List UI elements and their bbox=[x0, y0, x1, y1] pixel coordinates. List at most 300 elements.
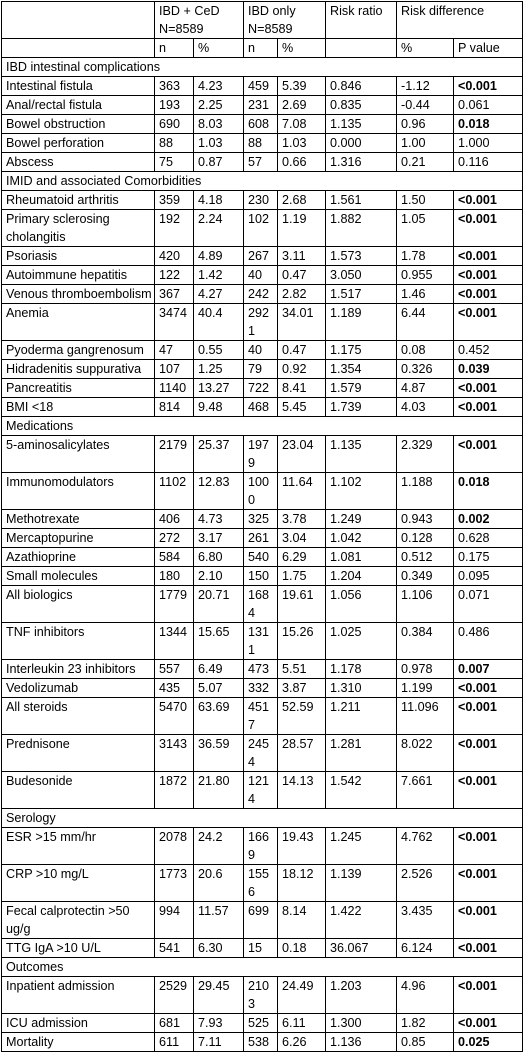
row-label: Pancreatitis bbox=[2, 379, 155, 398]
cell-ibd-n: 57 bbox=[244, 153, 278, 172]
header-row-group-labels bbox=[2, 2, 523, 39]
row-label: Rheumatoid arthritis bbox=[2, 191, 155, 210]
cell-ced-pct: 4.73 bbox=[194, 510, 244, 529]
header-risk-ratio: Risk ratio bbox=[326, 2, 397, 39]
cell-risk-diff: 1.46 bbox=[397, 285, 454, 304]
cell-ced-n: 1773 bbox=[155, 865, 194, 902]
cell-p-value: 0.628 bbox=[454, 529, 523, 548]
cell-ced-pct: 8.03 bbox=[194, 115, 244, 134]
table-row bbox=[2, 436, 523, 473]
cell-risk-diff: 0.85 bbox=[397, 1033, 454, 1052]
cell-p-value: 0.018 bbox=[454, 115, 523, 134]
cell-risk-diff: 1.106 bbox=[397, 586, 454, 623]
row-label: Pyoderma gangrenosum bbox=[2, 341, 155, 360]
cell-p-value: <0.001 bbox=[454, 698, 523, 735]
cell-ibd-pct: 1.19 bbox=[278, 210, 326, 247]
table-row bbox=[2, 191, 523, 210]
cell-ibd-n: 473 bbox=[244, 660, 278, 679]
cell-ibd-n: 325 bbox=[244, 510, 278, 529]
cell-ibd-pct: 19.43 bbox=[278, 828, 326, 865]
cell-ced-n: 367 bbox=[155, 285, 194, 304]
cell-ibd-n: 608 bbox=[244, 115, 278, 134]
cell-ced-n: 1140 bbox=[155, 379, 194, 398]
cell-ced-pct: 6.80 bbox=[194, 548, 244, 567]
cell-risk-ratio: 1.056 bbox=[326, 586, 397, 623]
cell-ibd-pct: 24.49 bbox=[278, 977, 326, 1014]
table-body bbox=[2, 2, 523, 1052]
cell-ibd-pct: 1.75 bbox=[278, 567, 326, 586]
cell-ced-n: 814 bbox=[155, 398, 194, 417]
cell-ibd-pct: 0.47 bbox=[278, 341, 326, 360]
table-row bbox=[2, 977, 523, 1014]
cell-ibd-n: 332 bbox=[244, 679, 278, 698]
cell-p-value: <0.001 bbox=[454, 210, 523, 247]
cell-risk-diff: 0.978 bbox=[397, 660, 454, 679]
cell-risk-ratio: 1.542 bbox=[326, 772, 397, 809]
cell-ced-pct: 20.6 bbox=[194, 865, 244, 902]
header-unit-cell: % bbox=[397, 39, 454, 58]
row-label: TNF inhibitors bbox=[2, 623, 155, 660]
cell-ced-pct: 24.2 bbox=[194, 828, 244, 865]
cell-ibd-pct: 5.51 bbox=[278, 660, 326, 679]
cell-risk-diff: 0.943 bbox=[397, 510, 454, 529]
table-row bbox=[2, 660, 523, 679]
cell-ced-n: 122 bbox=[155, 266, 194, 285]
cell-ibd-pct: 23.04 bbox=[278, 436, 326, 473]
cell-p-value: 0.452 bbox=[454, 341, 523, 360]
cell-p-value: 0.025 bbox=[454, 1033, 523, 1052]
cell-ibd-n: 231 bbox=[244, 96, 278, 115]
cell-risk-diff: 0.96 bbox=[397, 115, 454, 134]
cell-ced-pct: 12.83 bbox=[194, 473, 244, 510]
cell-ced-n: 1344 bbox=[155, 623, 194, 660]
cell-ced-n: 47 bbox=[155, 341, 194, 360]
cell-risk-ratio: 1.135 bbox=[326, 436, 397, 473]
cell-ced-pct: 11.57 bbox=[194, 902, 244, 939]
cell-risk-diff: 11.096 bbox=[397, 698, 454, 735]
cell-ibd-pct: 6.29 bbox=[278, 548, 326, 567]
cell-risk-diff: 1.82 bbox=[397, 1014, 454, 1033]
table-row bbox=[2, 304, 523, 341]
table-row bbox=[2, 134, 523, 153]
section-title: IBD intestinal complications bbox=[2, 58, 523, 77]
section-header-row bbox=[2, 172, 523, 191]
cell-ced-pct: 4.27 bbox=[194, 285, 244, 304]
cell-risk-ratio: 1.211 bbox=[326, 698, 397, 735]
cell-risk-diff: 1.50 bbox=[397, 191, 454, 210]
cell-ced-pct: 7.93 bbox=[194, 1014, 244, 1033]
cell-ced-n: 681 bbox=[155, 1014, 194, 1033]
cell-ibd-n: 242 bbox=[244, 285, 278, 304]
cell-risk-diff: 2.329 bbox=[397, 436, 454, 473]
section-header-row bbox=[2, 809, 523, 828]
cell-risk-diff: 4.87 bbox=[397, 379, 454, 398]
header-unit-cell: n bbox=[244, 39, 278, 58]
table-row bbox=[2, 679, 523, 698]
cell-ibd-n: 699 bbox=[244, 902, 278, 939]
cell-p-value: <0.001 bbox=[454, 266, 523, 285]
cell-ibd-pct: 8.41 bbox=[278, 379, 326, 398]
cell-ced-n: 994 bbox=[155, 902, 194, 939]
cell-ced-n: 75 bbox=[155, 153, 194, 172]
cell-ibd-n: 2103 bbox=[244, 977, 278, 1014]
cell-ibd-pct: 3.78 bbox=[278, 510, 326, 529]
cell-ibd-n: 79 bbox=[244, 360, 278, 379]
cell-ced-n: 1102 bbox=[155, 473, 194, 510]
cell-ced-pct: 13.27 bbox=[194, 379, 244, 398]
cell-ced-pct: 1.25 bbox=[194, 360, 244, 379]
cell-risk-ratio: 36.067 bbox=[326, 939, 397, 958]
row-label: Venous thromboembolism bbox=[2, 285, 155, 304]
cell-p-value: 0.175 bbox=[454, 548, 523, 567]
cell-ibd-pct: 0.92 bbox=[278, 360, 326, 379]
cell-risk-diff: 0.349 bbox=[397, 567, 454, 586]
section-title: Serology bbox=[2, 809, 523, 828]
cell-risk-ratio: 1.579 bbox=[326, 379, 397, 398]
cell-ibd-n: 722 bbox=[244, 379, 278, 398]
row-label: Vedolizumab bbox=[2, 679, 155, 698]
cell-ced-pct: 20.71 bbox=[194, 586, 244, 623]
table-row bbox=[2, 473, 523, 510]
table-row bbox=[2, 77, 523, 96]
table-row bbox=[2, 586, 523, 623]
row-label: Inpatient admission bbox=[2, 977, 155, 1014]
cell-risk-ratio: 0.835 bbox=[326, 96, 397, 115]
cell-ced-pct: 2.25 bbox=[194, 96, 244, 115]
cell-ced-pct: 7.11 bbox=[194, 1033, 244, 1052]
cell-ibd-n: 88 bbox=[244, 134, 278, 153]
cell-ced-n: 557 bbox=[155, 660, 194, 679]
cell-ced-pct: 21.80 bbox=[194, 772, 244, 809]
cell-ibd-n: 1311 bbox=[244, 623, 278, 660]
cell-ced-pct: 25.37 bbox=[194, 436, 244, 473]
cell-p-value: <0.001 bbox=[454, 304, 523, 341]
cell-ibd-pct: 3.87 bbox=[278, 679, 326, 698]
table-row bbox=[2, 548, 523, 567]
cell-risk-ratio: 1.573 bbox=[326, 247, 397, 266]
cell-ibd-n: 40 bbox=[244, 341, 278, 360]
row-label: Anemia bbox=[2, 304, 155, 341]
cell-ibd-n: 468 bbox=[244, 398, 278, 417]
row-label: Fecal calprotectin >50 ug/g bbox=[2, 902, 155, 939]
cell-ibd-pct: 28.57 bbox=[278, 735, 326, 772]
cell-ced-n: 1872 bbox=[155, 772, 194, 809]
table-row bbox=[2, 828, 523, 865]
cell-ibd-pct: 52.59 bbox=[278, 698, 326, 735]
cell-p-value: <0.001 bbox=[454, 865, 523, 902]
cell-risk-diff: 0.08 bbox=[397, 341, 454, 360]
cell-risk-ratio: 1.203 bbox=[326, 977, 397, 1014]
cell-ibd-pct: 6.11 bbox=[278, 1014, 326, 1033]
cell-ced-pct: 5.07 bbox=[194, 679, 244, 698]
cell-ced-pct: 15.65 bbox=[194, 623, 244, 660]
header-ibd-only: IBD only N=8589 bbox=[244, 2, 326, 39]
cell-risk-ratio: 1.517 bbox=[326, 285, 397, 304]
header-risk-difference: Risk difference bbox=[397, 2, 523, 39]
cell-p-value: <0.001 bbox=[454, 939, 523, 958]
cell-risk-ratio: 0.846 bbox=[326, 77, 397, 96]
row-label: Abscess bbox=[2, 153, 155, 172]
cell-ced-n: 192 bbox=[155, 210, 194, 247]
cell-ibd-pct: 15.26 bbox=[278, 623, 326, 660]
cell-ibd-n: 540 bbox=[244, 548, 278, 567]
cell-ced-n: 435 bbox=[155, 679, 194, 698]
cell-p-value: 1.000 bbox=[454, 134, 523, 153]
cell-risk-diff: 0.21 bbox=[397, 153, 454, 172]
row-label: Methotrexate bbox=[2, 510, 155, 529]
cell-risk-diff: 1.78 bbox=[397, 247, 454, 266]
section-header-row bbox=[2, 58, 523, 77]
cell-ced-n: 180 bbox=[155, 567, 194, 586]
cell-ced-n: 2179 bbox=[155, 436, 194, 473]
row-label: BMI <18 bbox=[2, 398, 155, 417]
cell-ibd-pct: 0.66 bbox=[278, 153, 326, 172]
row-label: Autoimmune hepatitis bbox=[2, 266, 155, 285]
cell-risk-ratio: 1.882 bbox=[326, 210, 397, 247]
table-row bbox=[2, 285, 523, 304]
cell-ced-pct: 9.48 bbox=[194, 398, 244, 417]
cell-p-value: <0.001 bbox=[454, 977, 523, 1014]
cell-ced-n: 541 bbox=[155, 939, 194, 958]
cell-risk-diff: 6.124 bbox=[397, 939, 454, 958]
cell-ibd-n: 1000 bbox=[244, 473, 278, 510]
row-label: 5-aminosalicylates bbox=[2, 436, 155, 473]
table-row bbox=[2, 902, 523, 939]
cell-ibd-n: 1556 bbox=[244, 865, 278, 902]
row-label: Azathioprine bbox=[2, 548, 155, 567]
cell-ibd-n: 267 bbox=[244, 247, 278, 266]
cell-risk-ratio: 1.139 bbox=[326, 865, 397, 902]
cell-ced-n: 690 bbox=[155, 115, 194, 134]
cell-risk-ratio: 1.249 bbox=[326, 510, 397, 529]
cell-risk-ratio: 1.135 bbox=[326, 115, 397, 134]
cell-risk-ratio: 1.136 bbox=[326, 1033, 397, 1052]
cell-risk-diff: 1.00 bbox=[397, 134, 454, 153]
cell-ced-pct: 2.24 bbox=[194, 210, 244, 247]
cell-ibd-pct: 2.82 bbox=[278, 285, 326, 304]
cell-ibd-pct: 2.69 bbox=[278, 96, 326, 115]
cell-ced-n: 359 bbox=[155, 191, 194, 210]
cell-ced-pct: 40.4 bbox=[194, 304, 244, 341]
cell-ced-pct: 2.10 bbox=[194, 567, 244, 586]
row-label: All steroids bbox=[2, 698, 155, 735]
row-label: Bowel perforation bbox=[2, 134, 155, 153]
header-unit-cell: % bbox=[278, 39, 326, 58]
cell-risk-ratio: 1.245 bbox=[326, 828, 397, 865]
row-label: Psoriasis bbox=[2, 247, 155, 266]
table-row bbox=[2, 398, 523, 417]
cell-ced-pct: 29.45 bbox=[194, 977, 244, 1014]
section-header-row bbox=[2, 958, 523, 977]
table-row bbox=[2, 247, 523, 266]
cell-p-value: <0.001 bbox=[454, 398, 523, 417]
table-row bbox=[2, 379, 523, 398]
cell-p-value: 0.116 bbox=[454, 153, 523, 172]
cell-risk-diff: 4.03 bbox=[397, 398, 454, 417]
cell-ced-n: 2529 bbox=[155, 977, 194, 1014]
row-label: All biologics bbox=[2, 586, 155, 623]
cell-risk-ratio: 1.300 bbox=[326, 1014, 397, 1033]
table-row bbox=[2, 210, 523, 247]
cell-risk-diff: 4.96 bbox=[397, 977, 454, 1014]
cell-risk-diff: 0.955 bbox=[397, 266, 454, 285]
section-header-row bbox=[2, 417, 523, 436]
table-row bbox=[2, 96, 523, 115]
cell-risk-diff: 4.762 bbox=[397, 828, 454, 865]
cell-p-value: <0.001 bbox=[454, 379, 523, 398]
table-row bbox=[2, 735, 523, 772]
cell-risk-ratio: 1.354 bbox=[326, 360, 397, 379]
cell-ced-pct: 1.03 bbox=[194, 134, 244, 153]
header-blank-cell bbox=[2, 2, 155, 39]
row-label: Mortality bbox=[2, 1033, 155, 1052]
table-row bbox=[2, 567, 523, 586]
cell-ibd-n: 1979 bbox=[244, 436, 278, 473]
cell-p-value: 0.061 bbox=[454, 96, 523, 115]
cell-ced-pct: 63.69 bbox=[194, 698, 244, 735]
cell-risk-diff: 0.326 bbox=[397, 360, 454, 379]
cell-risk-ratio: 1.281 bbox=[326, 735, 397, 772]
table-row bbox=[2, 510, 523, 529]
cell-p-value: <0.001 bbox=[454, 436, 523, 473]
cell-p-value: <0.001 bbox=[454, 679, 523, 698]
header-unit-cell: P value bbox=[454, 39, 523, 58]
cell-risk-diff: 6.44 bbox=[397, 304, 454, 341]
cell-ibd-n: 1669 bbox=[244, 828, 278, 865]
cell-risk-diff: -1.12 bbox=[397, 77, 454, 96]
cell-ibd-n: 2454 bbox=[244, 735, 278, 772]
cell-ced-n: 363 bbox=[155, 77, 194, 96]
cell-ibd-pct: 0.18 bbox=[278, 939, 326, 958]
cell-risk-ratio: 1.310 bbox=[326, 679, 397, 698]
cell-risk-diff: 1.199 bbox=[397, 679, 454, 698]
cell-risk-diff: 3.435 bbox=[397, 902, 454, 939]
cell-ibd-pct: 2.68 bbox=[278, 191, 326, 210]
cell-ced-n: 5470 bbox=[155, 698, 194, 735]
header-unit-cell: n bbox=[155, 39, 194, 58]
cell-ibd-pct: 5.45 bbox=[278, 398, 326, 417]
cell-risk-diff: 1.05 bbox=[397, 210, 454, 247]
cell-ced-n: 406 bbox=[155, 510, 194, 529]
cell-ibd-n: 1684 bbox=[244, 586, 278, 623]
table-row bbox=[2, 772, 523, 809]
cell-ced-n: 584 bbox=[155, 548, 194, 567]
cell-p-value: 0.018 bbox=[454, 473, 523, 510]
cell-ibd-n: 150 bbox=[244, 567, 278, 586]
table-row bbox=[2, 341, 523, 360]
cell-ibd-pct: 3.04 bbox=[278, 529, 326, 548]
cell-ibd-n: 538 bbox=[244, 1033, 278, 1052]
cell-risk-ratio: 0.000 bbox=[326, 134, 397, 153]
cell-ced-pct: 1.42 bbox=[194, 266, 244, 285]
cell-ibd-pct: 5.39 bbox=[278, 77, 326, 96]
cell-ced-n: 3143 bbox=[155, 735, 194, 772]
table-row bbox=[2, 865, 523, 902]
cell-p-value: 0.007 bbox=[454, 660, 523, 679]
cell-p-value: <0.001 bbox=[454, 735, 523, 772]
row-label: Mercaptopurine bbox=[2, 529, 155, 548]
cell-p-value: <0.001 bbox=[454, 191, 523, 210]
cell-p-value: 0.071 bbox=[454, 586, 523, 623]
cell-ibd-pct: 1.03 bbox=[278, 134, 326, 153]
cell-ibd-n: 15 bbox=[244, 939, 278, 958]
cell-ibd-n: 459 bbox=[244, 77, 278, 96]
cell-p-value: <0.001 bbox=[454, 772, 523, 809]
row-label: ESR >15 mm/hr bbox=[2, 828, 155, 865]
row-label: Prednisone bbox=[2, 735, 155, 772]
row-label: Primary sclerosing cholangitis bbox=[2, 210, 155, 247]
cell-risk-diff: 7.661 bbox=[397, 772, 454, 809]
cell-ibd-pct: 14.13 bbox=[278, 772, 326, 809]
cell-ced-n: 272 bbox=[155, 529, 194, 548]
table-row bbox=[2, 939, 523, 958]
cell-risk-diff: 0.384 bbox=[397, 623, 454, 660]
cell-ibd-n: 261 bbox=[244, 529, 278, 548]
cell-ibd-pct: 0.47 bbox=[278, 266, 326, 285]
cell-risk-ratio: 1.175 bbox=[326, 341, 397, 360]
cell-risk-ratio: 1.178 bbox=[326, 660, 397, 679]
cell-ibd-pct: 6.26 bbox=[278, 1033, 326, 1052]
cell-p-value: 0.486 bbox=[454, 623, 523, 660]
cell-p-value: <0.001 bbox=[454, 247, 523, 266]
cell-ced-pct: 0.87 bbox=[194, 153, 244, 172]
header-ibd-ced: IBD + CeD N=8589 bbox=[155, 2, 244, 39]
section-title: IMID and associated Comorbidities bbox=[2, 172, 523, 191]
cell-risk-ratio: 1.025 bbox=[326, 623, 397, 660]
cell-ced-n: 2078 bbox=[155, 828, 194, 865]
row-label: TTG IgA >10 U/L bbox=[2, 939, 155, 958]
table-row bbox=[2, 115, 523, 134]
cell-ced-n: 420 bbox=[155, 247, 194, 266]
cell-risk-ratio: 1.422 bbox=[326, 902, 397, 939]
cell-ced-n: 88 bbox=[155, 134, 194, 153]
row-label: CRP >10 mg/L bbox=[2, 865, 155, 902]
cell-ced-n: 611 bbox=[155, 1033, 194, 1052]
table-row bbox=[2, 266, 523, 285]
cell-ibd-pct: 19.61 bbox=[278, 586, 326, 623]
row-label: Small molecules bbox=[2, 567, 155, 586]
table-row bbox=[2, 1014, 523, 1033]
header-unit-cell bbox=[326, 39, 397, 58]
cell-ced-pct: 36.59 bbox=[194, 735, 244, 772]
cell-p-value: <0.001 bbox=[454, 77, 523, 96]
cell-ced-n: 3474 bbox=[155, 304, 194, 341]
cell-p-value: <0.001 bbox=[454, 1014, 523, 1033]
cell-risk-ratio: 1.102 bbox=[326, 473, 397, 510]
section-title: Medications bbox=[2, 417, 523, 436]
cell-risk-diff: 0.128 bbox=[397, 529, 454, 548]
cell-ced-pct: 6.30 bbox=[194, 939, 244, 958]
table-row bbox=[2, 1033, 523, 1052]
row-label: Interleukin 23 inhibitors bbox=[2, 660, 155, 679]
cell-ibd-n: 1214 bbox=[244, 772, 278, 809]
cell-risk-diff: 2.526 bbox=[397, 865, 454, 902]
cell-risk-ratio: 3.050 bbox=[326, 266, 397, 285]
cell-ibd-pct: 11.64 bbox=[278, 473, 326, 510]
cell-risk-ratio: 1.081 bbox=[326, 548, 397, 567]
row-label: Bowel obstruction bbox=[2, 115, 155, 134]
cell-risk-diff: 1.188 bbox=[397, 473, 454, 510]
table-row bbox=[2, 153, 523, 172]
row-label: Intestinal fistula bbox=[2, 77, 155, 96]
cell-ibd-n: 40 bbox=[244, 266, 278, 285]
cell-risk-diff: -0.44 bbox=[397, 96, 454, 115]
cell-p-value: <0.001 bbox=[454, 285, 523, 304]
cell-p-value: 0.039 bbox=[454, 360, 523, 379]
cell-ibd-pct: 18.12 bbox=[278, 865, 326, 902]
cell-ced-pct: 4.23 bbox=[194, 77, 244, 96]
cell-ibd-n: 2921 bbox=[244, 304, 278, 341]
